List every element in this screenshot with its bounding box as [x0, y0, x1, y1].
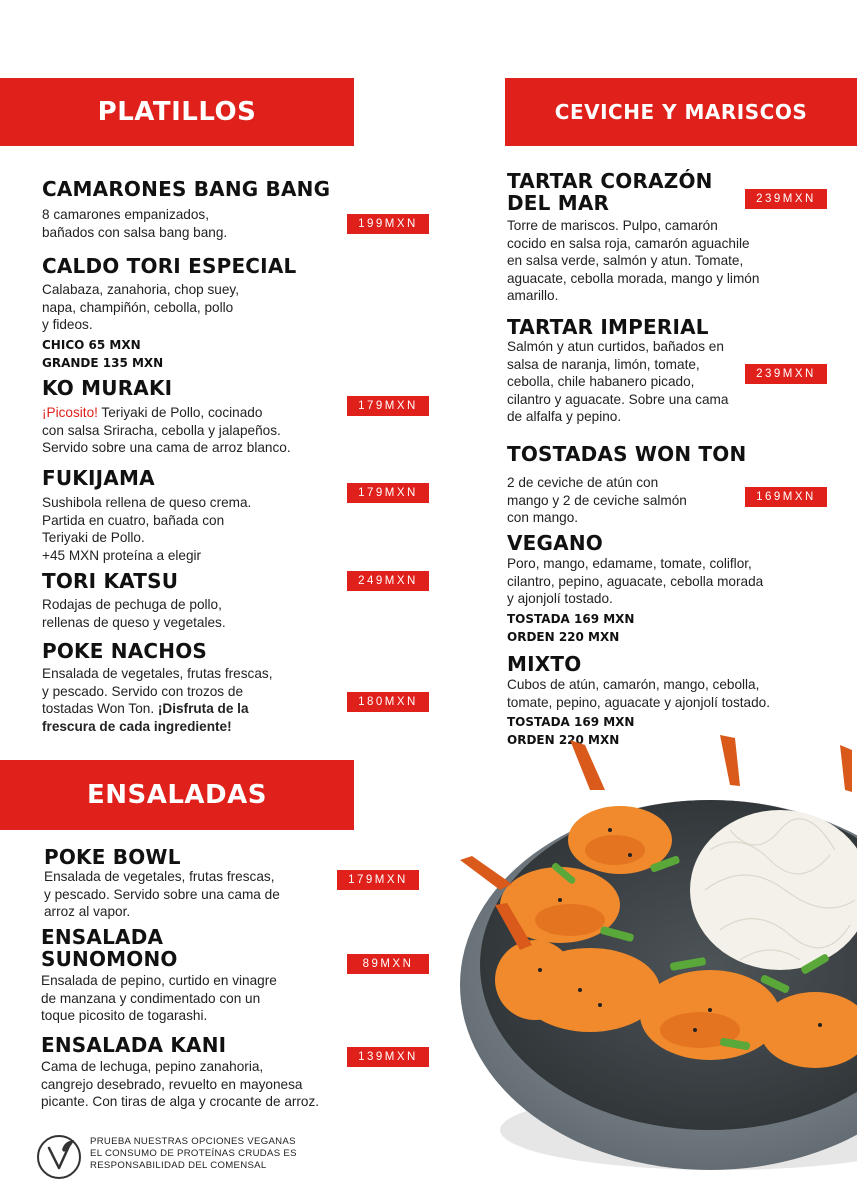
desc-line: Calabaza, zanahoria, chop suey,	[42, 282, 239, 297]
item-title: MIXTO	[507, 652, 582, 676]
desc-line: Servido sobre una cama de arroz blanco.	[42, 440, 291, 455]
desc-line: salsa de naranja, limón, tomate,	[507, 356, 700, 372]
size-price: CHICO 65 MXN	[42, 338, 141, 352]
desc-line: y fideos.	[42, 317, 93, 332]
item-description	[42, 206, 227, 241]
desc-line: Cama de lechuga, pepino zanahoria,	[41, 1059, 264, 1074]
item-description	[42, 494, 251, 564]
desc-line: y pescado. Servido con trozos de	[42, 683, 243, 699]
desc-line: cangrejo desebrado, revuelto en mayonesa	[41, 1076, 303, 1092]
section-title: ENSALADAS	[87, 780, 267, 810]
shrimp-bowl-image	[440, 730, 857, 1170]
desc-line: 2 de ceviche de atún con	[507, 475, 659, 490]
size-price: GRANDE 135 MXN	[42, 355, 164, 370]
item-title: POKE BOWL	[44, 845, 181, 869]
price-tag: 239MXN	[745, 364, 827, 384]
desc-line: y ajonjolí tostado.	[507, 591, 613, 606]
desc-line: aguacate, cebolla morada, mango y limón	[507, 270, 760, 286]
desc-line: 8 camarones empanizados,	[42, 207, 209, 222]
title-line: ENSALADA	[41, 925, 164, 949]
item-title: KO MURAKI	[42, 376, 173, 400]
item-description	[507, 474, 687, 527]
item-title: CAMARONES BANG BANG	[42, 177, 331, 201]
footer-line: EL CONSUMO DE PROTEÍNAS CRUDAS ES	[90, 1148, 297, 1159]
desc-line: cocido en salsa roja, camarón aguachile	[507, 235, 750, 251]
desc-emphasis: ¡Disfruta de la	[157, 701, 249, 716]
title-line: TARTAR CORAZÓN	[507, 169, 713, 193]
item-title: VEGANO	[507, 531, 603, 555]
price-tag: 180MXN	[347, 692, 429, 712]
title-line: DEL MAR	[507, 191, 610, 215]
desc-line: cebolla, chile habanero picado,	[507, 374, 695, 389]
item-title: TORI KATSU	[42, 569, 179, 593]
vegan-leaf-icon	[36, 1134, 82, 1180]
price-tag: 239MXN	[745, 189, 827, 209]
desc-line: arroz al vapor.	[44, 904, 131, 919]
desc-line: Rodajas de pechuga de pollo,	[42, 597, 222, 612]
desc-line: de manzana y condimentado con un	[41, 990, 261, 1006]
desc-line: con salsa Sriracha, cebolla y jalapeños.	[42, 422, 281, 438]
desc-line	[42, 700, 272, 718]
item-description	[44, 868, 280, 921]
size-prices	[507, 611, 634, 646]
item-title: POKE NACHOS	[42, 639, 208, 663]
desc-text: tostadas Won Ton.	[42, 701, 158, 716]
desc-line: Ensalada de vegetales, frutas frescas,	[44, 869, 275, 884]
desc-line: mango y 2 de ceviche salmón	[507, 492, 687, 508]
item-title	[507, 170, 713, 214]
desc-line: Ensalada de pepino, curtido en vinagre	[41, 973, 277, 988]
size-price: TOSTADA 169 MXN	[507, 715, 635, 729]
item-title: TARTAR IMPERIAL	[507, 315, 709, 339]
desc-line: Poro, mango, edamame, tomate, coliflor,	[507, 556, 752, 571]
desc-line: de alfalfa y pepino.	[507, 409, 622, 424]
footer-line: RESPONSABILIDAD DEL COMENSAL	[90, 1160, 267, 1171]
size-prices	[42, 337, 163, 372]
desc-line: Ensalada de vegetales, frutas frescas,	[42, 666, 273, 681]
price-tag: 89MXN	[347, 954, 429, 974]
desc-line: con mango.	[507, 510, 579, 525]
item-description	[42, 404, 291, 457]
price-tag: 199MXN	[347, 214, 429, 234]
food-photo	[440, 730, 857, 1170]
desc-line: Teriyaki de Pollo.	[42, 530, 145, 545]
size-price: ORDEN 220 MXN	[507, 629, 620, 644]
desc-line: cilantro y aguacate. Sobre una cama	[507, 391, 729, 407]
section-title: CEVICHE Y MARISCOS	[554, 100, 808, 124]
item-description	[507, 555, 763, 608]
item-title: TOSTADAS WON TON	[507, 442, 747, 466]
desc-line	[42, 718, 272, 736]
desc-line: tomate, pepino, aguacate y ajonjolí tostado.	[507, 694, 770, 710]
item-description	[41, 972, 277, 1025]
price-tag: 179MXN	[347, 483, 429, 503]
section-header-ensaladas	[0, 760, 354, 830]
desc-line: napa, champiñón, cebolla, pollo	[42, 299, 234, 315]
section-header-platillos	[0, 78, 354, 146]
desc-line: Partida en cuatro, bañada con	[42, 512, 225, 528]
item-title	[41, 926, 178, 970]
footer-notice	[90, 1136, 297, 1172]
footer-line: PRUEBA NUESTRAS OPCIONES VEGANAS	[90, 1136, 296, 1147]
size-price: TOSTADA 169 MXN	[507, 612, 635, 626]
price-tag: 169MXN	[745, 487, 827, 507]
size-price: ORDEN 220 MXN	[507, 732, 620, 747]
item-description	[42, 665, 272, 735]
desc-line	[42, 404, 291, 422]
price-tag: 249MXN	[347, 571, 429, 591]
desc-line: picante. Con tiras de alga y crocante de arroz.	[41, 1094, 320, 1109]
desc-line: Sushibola rellena de queso crema.	[42, 495, 252, 510]
title-line: SUNOMONO	[41, 947, 178, 971]
item-description	[41, 1058, 319, 1111]
item-description	[42, 281, 239, 334]
desc-line: bañados con salsa bang bang.	[42, 224, 228, 240]
section-header-ceviche	[505, 78, 857, 146]
item-description	[507, 338, 728, 426]
spicy-label: ¡Picosito!	[42, 405, 98, 420]
desc-line: Cubos de atún, camarón, mango, cebolla,	[507, 677, 760, 692]
desc-text: Teriyaki de Pollo, cocinado	[97, 405, 263, 420]
item-title: CALDO TORI ESPECIAL	[42, 254, 297, 278]
section-title: PLATILLOS	[97, 97, 257, 127]
price-tag: 179MXN	[347, 396, 429, 416]
desc-line: cilantro, pepino, aguacate, cebolla morada	[507, 573, 764, 589]
desc-line: rellenas de queso y vegetales.	[42, 614, 226, 630]
price-tag: 139MXN	[347, 1047, 429, 1067]
item-title: ENSALADA KANI	[41, 1033, 227, 1057]
desc-line: y pescado. Servido sobre una cama de	[44, 886, 280, 902]
desc-line: en salsa verde, salmón y atun. Tomate,	[507, 253, 744, 268]
desc-line: +45 MXN proteína a elegir	[42, 547, 202, 563]
item-description	[507, 217, 759, 305]
desc-emphasis: frescura de cada ingrediente!	[42, 718, 232, 734]
item-description	[507, 676, 770, 711]
price-tag: 179MXN	[337, 870, 419, 890]
desc-line: toque picosito de togarashi.	[41, 1008, 208, 1023]
item-title: FUKIJAMA	[42, 466, 155, 490]
desc-line: Salmón y atun curtidos, bañados en	[507, 339, 724, 354]
item-description	[42, 596, 226, 631]
desc-line: amarillo.	[507, 288, 559, 303]
desc-line: Torre de mariscos. Pulpo, camarón	[507, 218, 718, 233]
